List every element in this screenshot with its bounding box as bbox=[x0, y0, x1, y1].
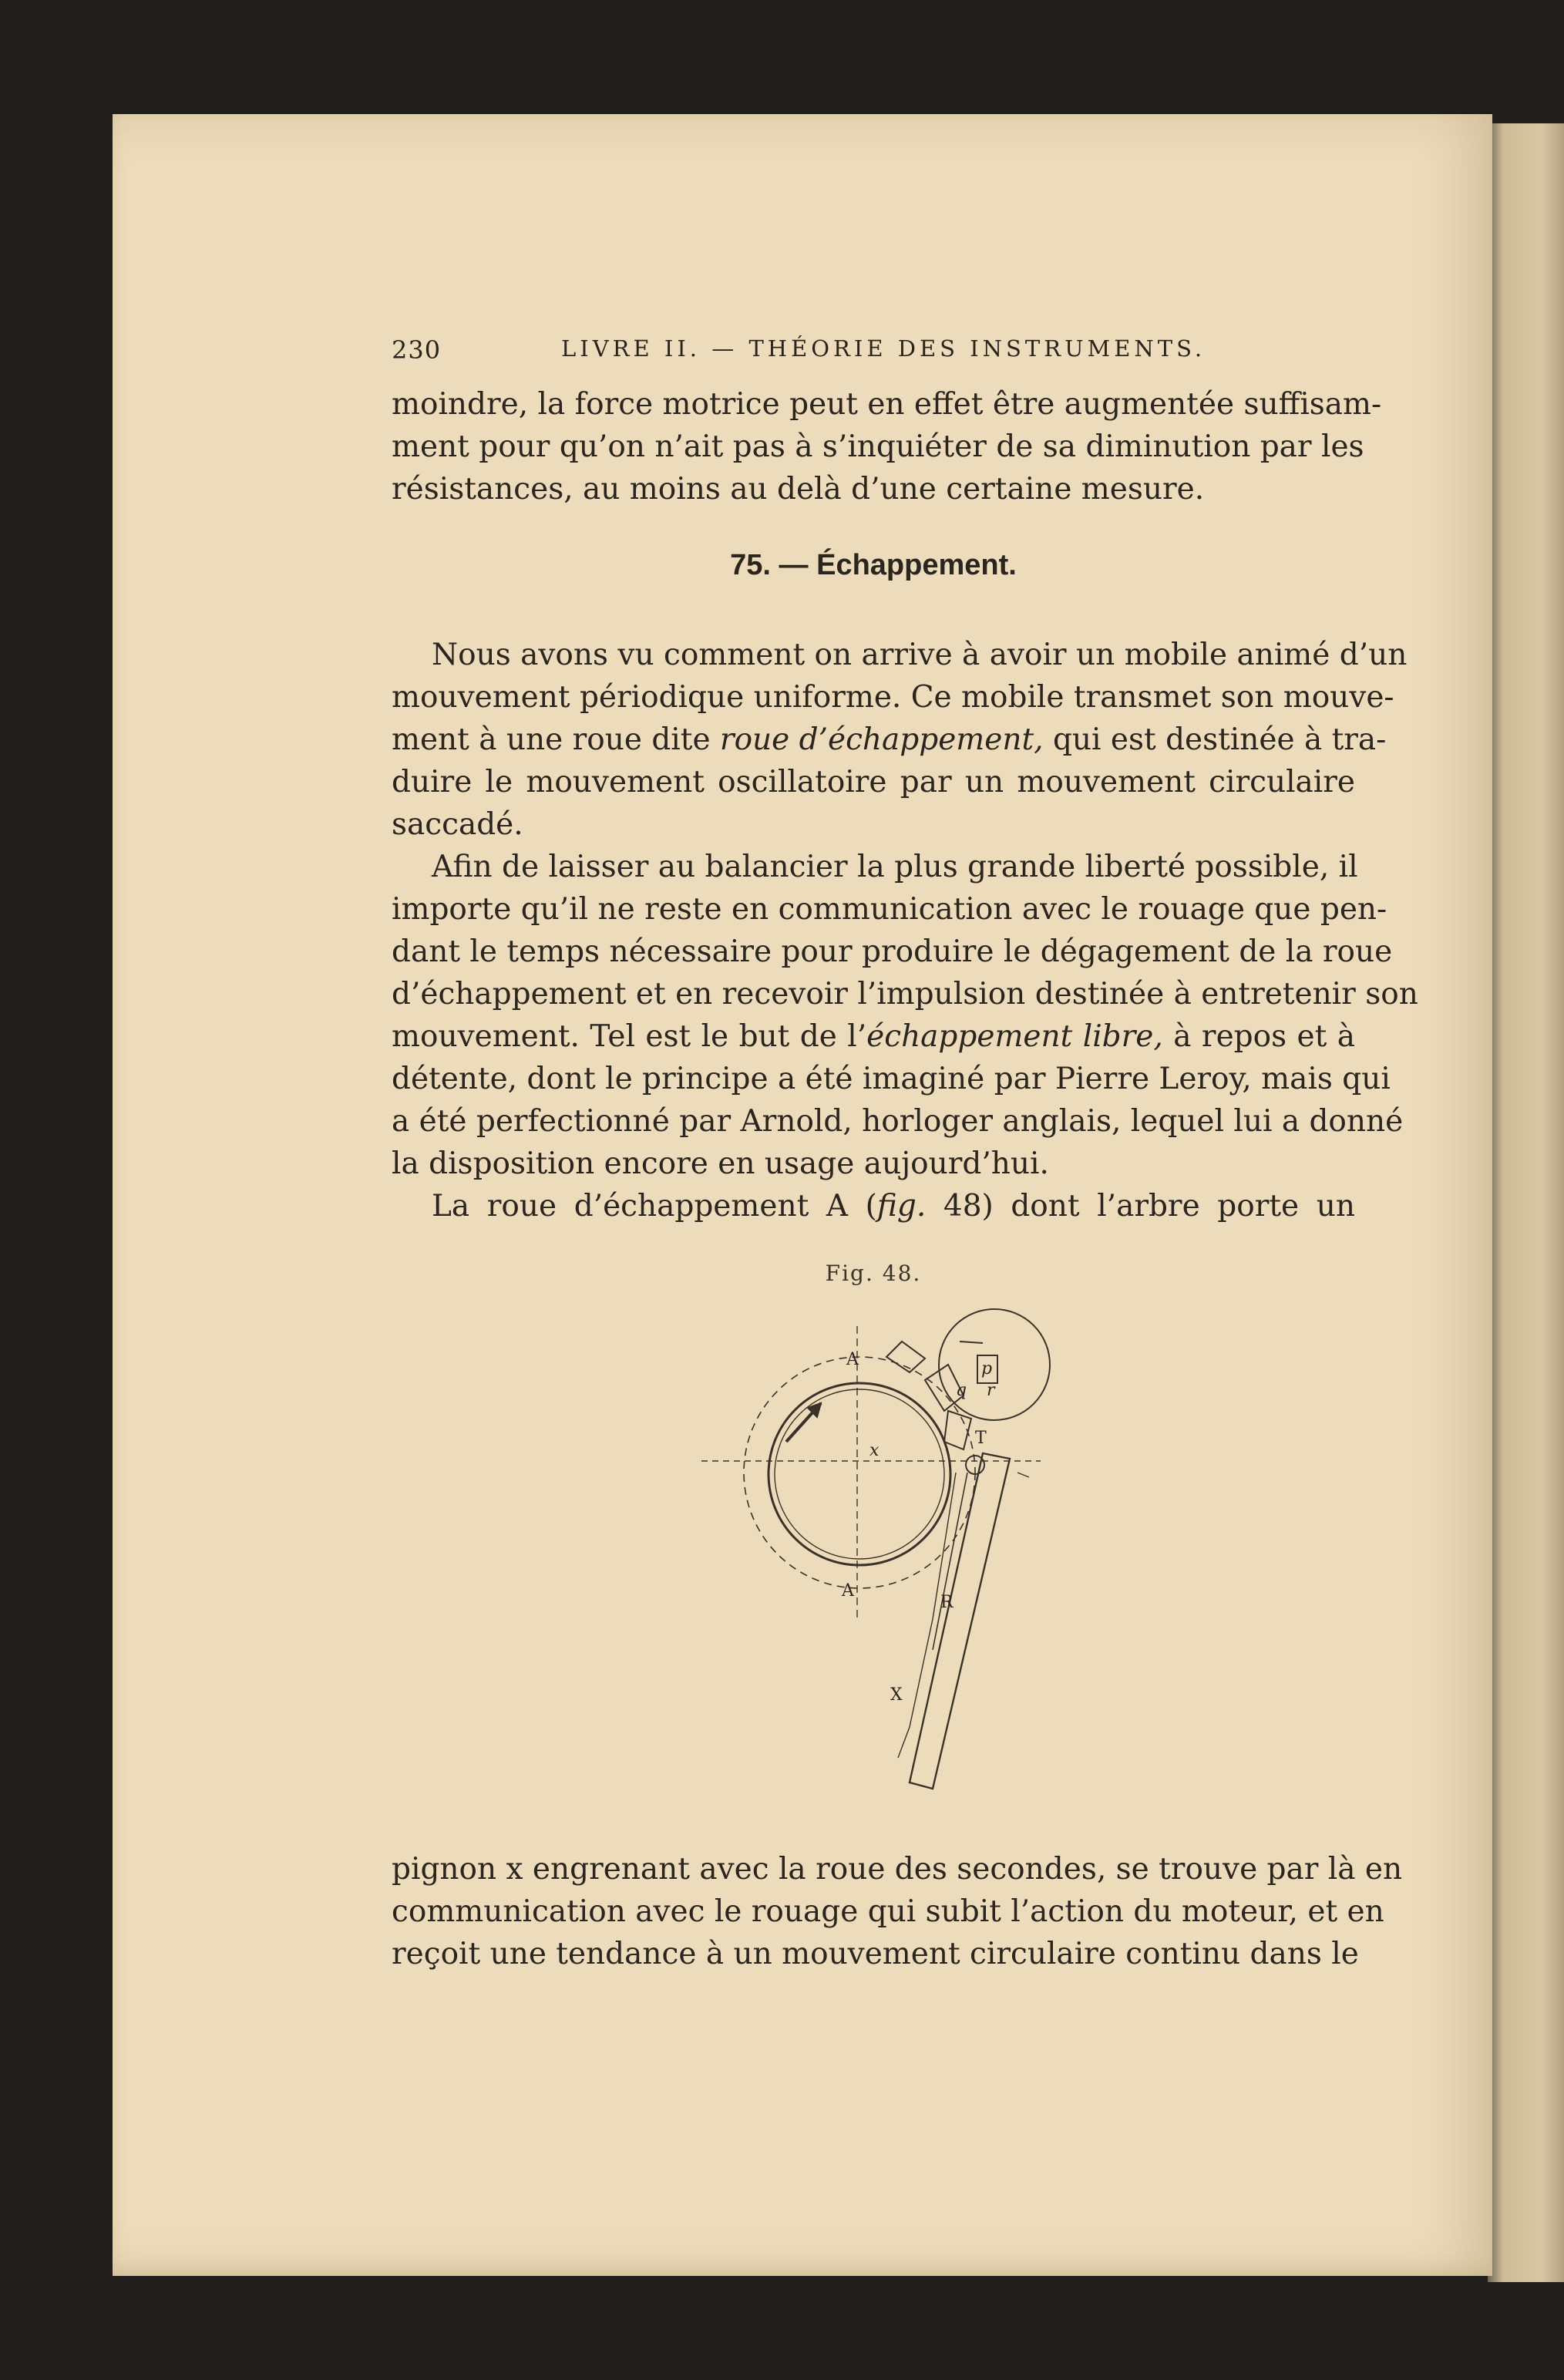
running-title: LIVRE II. — THÉORIE DES INSTRUMENTS. bbox=[561, 335, 1206, 362]
text-line: communication avec le rouage qui subit l’action du moteur, et en bbox=[392, 1894, 1384, 1929]
balance-roller bbox=[939, 1309, 1050, 1420]
text-line: saccadé. bbox=[392, 807, 523, 842]
label-A-top: A bbox=[846, 1350, 859, 1369]
paragraph-1 bbox=[392, 634, 1408, 846]
escapement-figure bbox=[678, 1295, 1079, 1804]
wheel-outer-dashed-circle bbox=[744, 1357, 975, 1588]
label-T: T bbox=[975, 1429, 987, 1448]
label-q: q bbox=[956, 1381, 967, 1400]
escape-wheel-inner-rim bbox=[775, 1389, 944, 1559]
paragraph-2 bbox=[392, 846, 1418, 1185]
text-line: détente, dont le principe a été imaginé par Pierre Leroy, mais qui bbox=[392, 1062, 1391, 1096]
text-line: importe qu’il ne reste en communication avec le rouage que pen- bbox=[392, 892, 1387, 927]
text-line: résistances, au moins au delà d’une certaine mesure. bbox=[392, 472, 1205, 507]
detent-arm bbox=[910, 1453, 1010, 1789]
page-number: 230 bbox=[392, 335, 442, 365]
label-R: R bbox=[940, 1593, 954, 1612]
figure-caption: Fig. 48. bbox=[825, 1261, 922, 1286]
detent-spring bbox=[933, 1473, 967, 1650]
text-line: duire le mouvement oscillatoire par un mouvement circulaire bbox=[392, 765, 1355, 800]
text-line: a été perfectionné par Arnold, horloger anglais, lequel lui a donné bbox=[392, 1104, 1404, 1139]
escape-wheel bbox=[769, 1383, 950, 1565]
paragraph-3 bbox=[392, 1185, 1355, 1227]
text-line: pignon x engrenant avec la roue des secondes, se trouve par là en bbox=[392, 1852, 1403, 1887]
italic-term: roue d’échappement, bbox=[719, 722, 1044, 757]
label-X: X bbox=[890, 1685, 903, 1705]
paragraph-top bbox=[392, 383, 1382, 510]
text-line: La roue d’échappement A (fig. 48) dont l’arbre porte un bbox=[432, 1189, 1355, 1224]
text-line: Afin de laisser au balancier la plus grande liberté possible, il bbox=[432, 850, 1358, 884]
paragraph-bottom bbox=[392, 1848, 1403, 1975]
text-line: reçoit une tendance à un mouvement circulaire continu dans le bbox=[392, 1937, 1359, 1971]
label-x: x bbox=[869, 1441, 880, 1460]
next-page-edge bbox=[1488, 123, 1564, 2282]
text-line: dant le temps nécessaire pour produire le dégagement de la roue bbox=[392, 934, 1393, 969]
label-p: p bbox=[981, 1359, 993, 1379]
italic-term: fig. bbox=[876, 1189, 927, 1224]
section-heading: 75. — Échappement. bbox=[730, 549, 1017, 581]
text-line: d’échappement et en recevoir l’impulsion destinée à entretenir son bbox=[392, 977, 1418, 1012]
running-header bbox=[392, 335, 1355, 374]
text-line: mouvement. Tel est le but de l’échappement libre, à repos et à bbox=[392, 1019, 1355, 1054]
text-line: mouvement périodique uniforme. Ce mobile transmet son mouve- bbox=[392, 680, 1394, 715]
text-line: ment à une roue dite roue d’échappement, qui est destinée à tra- bbox=[392, 722, 1387, 757]
text-line: Nous avons vu comment on arrive à avoir un mobile animé d’un bbox=[432, 638, 1408, 672]
tick-mark bbox=[1017, 1473, 1029, 1477]
label-A-bottom: A bbox=[842, 1581, 854, 1601]
text-line: moindre, la force motrice peut en effet être augmentée suffisam- bbox=[392, 387, 1382, 422]
roller-arrow bbox=[960, 1341, 983, 1343]
text-line: la disposition encore en usage aujourd’hui. bbox=[392, 1146, 1049, 1181]
italic-term: échappement libre, bbox=[866, 1019, 1163, 1054]
text-line: ment pour qu’on n’ait pas à s’inquiéter de sa diminution par les bbox=[392, 429, 1364, 464]
label-r: r bbox=[987, 1381, 995, 1400]
tooth-piece bbox=[886, 1341, 925, 1372]
